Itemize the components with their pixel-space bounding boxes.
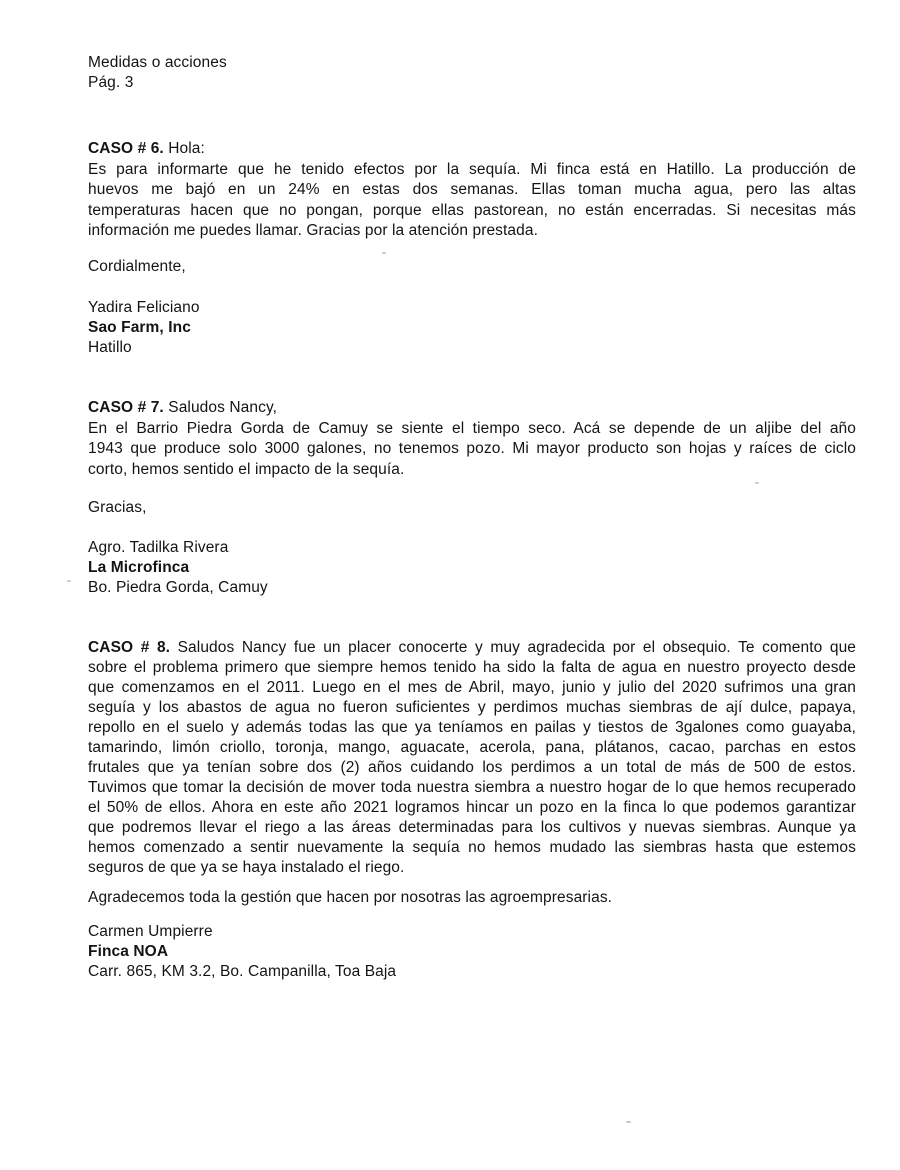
case-6-paragraph	[88, 139, 856, 242]
case-7-salutation: Saludos Nancy,	[163, 399, 278, 416]
case-6-closing	[88, 257, 856, 278]
text-line: Es para informarte que he tenido efectos por la sequía. Mi finca está en Hatillo. La producción de	[88, 160, 856, 178]
scan-speck	[626, 1121, 631, 1123]
signer-location: Bo. Piedra Gorda, Camuy	[88, 579, 268, 596]
text-line: frutales que ya tenían sobre dos (2) años cuidando los perdimos a un total de más de 500 de estos.	[88, 759, 856, 776]
case-7-signature	[88, 538, 856, 598]
closing-line: Cordialmente,	[88, 258, 186, 275]
case-8-heading-line	[88, 638, 856, 658]
case-6-label: CASO # 6.	[88, 140, 164, 157]
signer-name: Agro. Tadilka Rivera	[88, 539, 229, 556]
text-line: corto, hemos sentido el impacto de la sequía.	[88, 460, 405, 478]
page-number: Pág. 3	[88, 74, 134, 91]
text-line: hemos comenzado a sentir nuevamente la sequía no hemos mudado las siembras hasta que estemos	[88, 839, 856, 856]
closing-line: Gracias,	[88, 499, 147, 516]
text-line: En el Barrio Piedra Gorda de Camuy se siente el tiempo seco. Acá se depende de un aljibe del año	[88, 419, 856, 437]
text-line: seguros de que ya se haya instalado el riego.	[88, 859, 405, 876]
case-8-signature	[88, 922, 856, 982]
case-6-signature	[88, 298, 856, 358]
text-line: información me puedes llamar. Gracias por la atención prestada.	[88, 222, 539, 240]
scan-speck	[382, 252, 386, 254]
text-line: seguía y los abastos de agua no fueron suficientes y perdimos muchas siembras de ají dulce, papaya,	[88, 699, 856, 716]
text-line: el 50% de ellos. Ahora en este año 2021 logramos hincar un pozo en la finca lo que podemos garantizar	[88, 799, 856, 816]
case-6-heading	[88, 139, 856, 160]
case-7-paragraph	[88, 398, 856, 480]
text-line: que comenzamos en el 2011. Luego en el mes de Abril, mayo, junio y julio del 2020 sufrimos una gran	[88, 679, 856, 696]
header-title: Medidas o acciones	[88, 54, 227, 71]
case-6-salutation: Hola:	[163, 140, 205, 157]
case-7-heading	[88, 398, 856, 419]
signer-name: Carmen Umpierre	[88, 923, 213, 940]
text-line: 1943 que produce solo 3000 galones, no tenemos pozo. Mi mayor producto son hojas y raíces de ciclo	[88, 440, 856, 458]
closing-line: Agradecemos toda la gestión que hacen por nosotras las agroempresarias.	[88, 889, 613, 906]
scan-speck	[67, 580, 71, 582]
case-8-label: CASO # 8.	[88, 639, 171, 656]
signer-organization: Finca NOA	[88, 943, 169, 960]
scan-speck	[755, 482, 759, 484]
text-line: temperaturas hacen que no pongan, porque ellas pastorean, no están encerradas. Si necesitas más	[88, 201, 856, 219]
text-line: huevos me bajó en un 24% en estas dos semanas. Ellas toman mucha agua, pero las altas	[88, 181, 856, 199]
signer-organization: Sao Farm, Inc	[88, 319, 191, 336]
text-line: tamarindo, limón criollo, toronja, mango, aguacate, acerola, pana, plátanos, cacao, parchas en estos	[88, 739, 856, 756]
text-line: sobre el problema primero que siempre hemos tenido ha sido la falta de agua en nuestro proyecto desde	[88, 659, 856, 676]
page-header	[88, 53, 856, 93]
case-8-paragraph	[88, 638, 856, 878]
text-line: repollo en el suelo y además todas las que ya teníamos en pailas y tiestos de 3galones como guayaba,	[88, 719, 856, 736]
text-line: Saludos Nancy fue un placer conocerte y muy agradecida por el obsequio. Te comento que	[170, 639, 857, 656]
text-line: que podremos llevar el riego a las áreas determinadas para los cultivos y nuevas siembras. Aunque ya	[88, 819, 856, 836]
signer-name: Yadira Feliciano	[88, 299, 200, 316]
signer-organization: La Microfinca	[88, 559, 190, 576]
text-line: Tuvimos que tomar la decisión de mover toda nuestra siembra a nuestro hogar de lo que hemos recuperado	[88, 779, 856, 796]
case-7-label: CASO # 7.	[88, 399, 164, 416]
signer-location: Carr. 865, KM 3.2, Bo. Campanilla, Toa Baja	[88, 963, 397, 980]
case-7-closing	[88, 498, 856, 519]
case-8-closing-paragraph	[88, 888, 856, 909]
signer-location: Hatillo	[88, 339, 132, 356]
